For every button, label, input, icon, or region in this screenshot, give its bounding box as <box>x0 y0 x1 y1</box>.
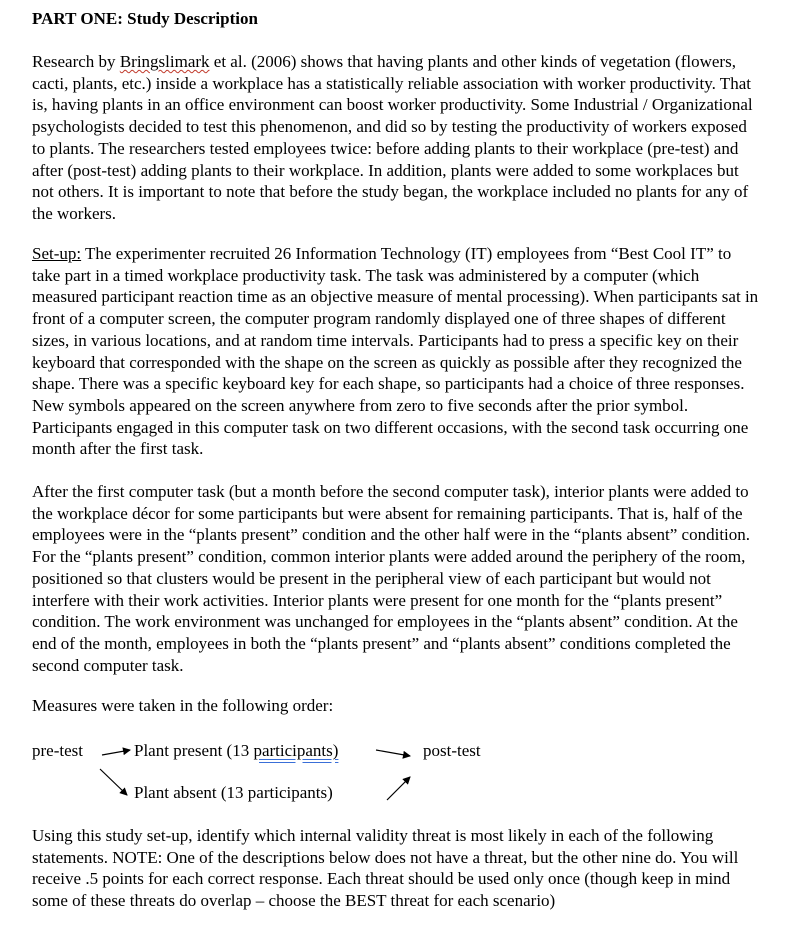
arrow-present-to-post <box>376 750 410 756</box>
intro-text-before: Research by <box>32 52 120 71</box>
setup-text: The experimenter recruited 26 Information Technology (IT) employees from “Best Cool IT” to take part in a timed workplace productivity task. The task was administered by a computer (which measured participant reaction time as an objective measure of mental processing). When participants sat in front of a computer screen, the computer program randomly displayed one of three shapes of different sizes, in various locations, and at random time intervals. Participants had to press a specific key on their keyboard that corresponded with the shape on the screen as quickly as possible after they recognized the shape. There was a specific keyboard key for each shape, so participants had a choice of three responses. New symbols appeared on the screen anywhere from zero to five seconds after the prior symbol. Participants engaged in this computer task on two different occasions, with the second task occurring one month after the first task. <box>32 244 759 459</box>
section-title: PART ONE: Study Description <box>32 9 258 28</box>
posttest-label: post-test <box>423 741 481 760</box>
plant-absent-label: Plant absent (13 participants) <box>134 783 333 802</box>
closing-paragraph: Using this study set-up, identify which internal validity threat is most likely in each of the following statements. NOTE: One of the descriptions below does not have a threat, but the other nine do. You will receive .5 points for each correct response. Each threat should be used only once (though keep in mind some of these threats do overlap – choose the BEST threat for each scenario) <box>32 826 739 911</box>
intro-paragraph <box>32 51 760 225</box>
measures-intro: Measures were taken in the following order: <box>32 696 334 715</box>
setup-label: Set-up: <box>32 244 82 263</box>
intro-text-after: et al. (2006) shows that having plants and other kinds of vegetation (flowers, cacti, plants, etc.) inside a workplace has a statistically reliable association with worker productivity. That is, having plants in an office environment can boost worker productivity. Some Industrial / Organizational psychologists decided to test this phenomenon, and did so by testing the productivity of workers exposed to plants. The researchers tested employees twice: before adding plants to their workplace (pre-test) and after (post-test) adding plants to their workplace. In addition, plants were added to some workplaces but not others. It is important to note that before the study began, the workplace included no plants for any of the workers. <box>32 52 753 223</box>
arrow-pre-to-absent <box>100 769 127 795</box>
author-name: Bringslimark <box>119 52 210 71</box>
plant-present-label <box>134 740 338 762</box>
setup-paragraph <box>32 243 760 460</box>
procedure-paragraph: After the first computer task (but a month before the second computer task), interior plants were added to the workplace décor for some participants but were absent for remaining participants. That is, half of the employees were in the “plants present” condition and the other half were in the “plants absent” condition. For the “plants present” condition, common interior plants were added around the periphery of the room, positioned so that clusters would be present in the peripheral view of each participant but would not interfere with their work activities. Interior plants were present for one month for the “plants present” condition. The work environment was unchanged for employees in the “plants absent” condition. At the end of the month, employees in both the “plants present” and “plants absent” conditions completed the second computer task. <box>32 482 751 675</box>
plant-present-count: participants) <box>253 741 339 760</box>
pretest-label: pre-test <box>32 741 83 760</box>
arrow-absent-to-post <box>387 777 410 800</box>
arrow-pre-to-present <box>102 750 130 755</box>
plant-present-text: Plant present (13 <box>134 741 254 760</box>
